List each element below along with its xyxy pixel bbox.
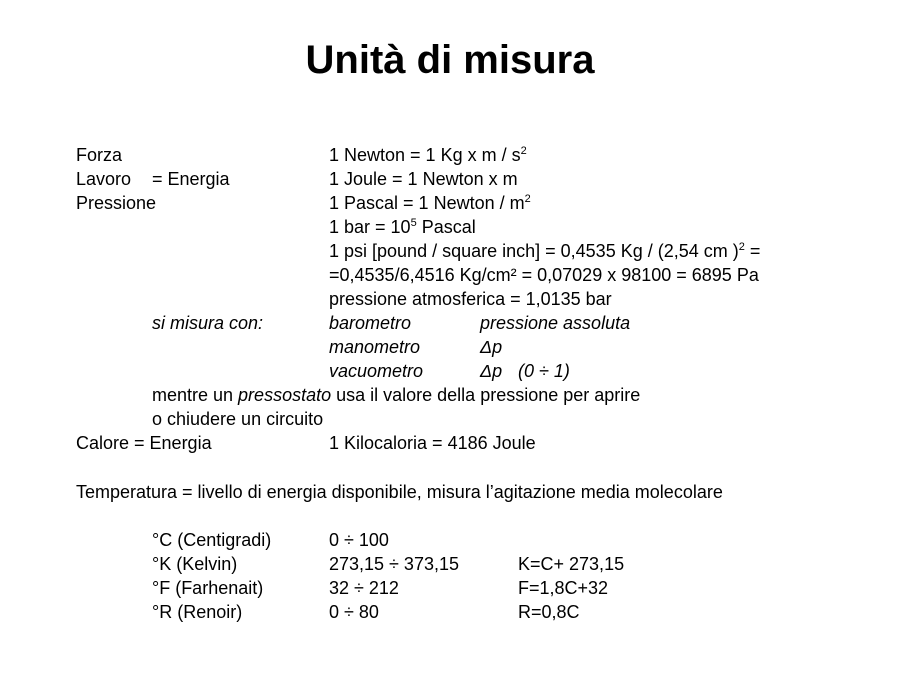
lavoro-formula: 1 Joule = 1 Newton x m: [329, 169, 518, 189]
pressostato-text-line2: o chiudere un circuito: [152, 409, 324, 429]
instrument-desc: Δp: [480, 337, 503, 357]
scale-name: °C (Centigradi): [152, 530, 272, 550]
bar-formula: 1 bar = $10^5$ Pascal: [329, 217, 476, 237]
scale-name: °F (Farhenait): [152, 578, 264, 598]
pascal-formula: 1 Pascal = 1 Newton / $m^2$: [329, 193, 531, 213]
calore-label: Calore = Energia: [76, 433, 212, 453]
scale-range: 0 ÷ 100: [329, 530, 389, 550]
scale-range: 32 ÷ 212: [329, 578, 399, 598]
calore-formula: 1 Kilocaloria = 4186 Joule: [329, 433, 536, 453]
instrument-range: (0 ÷ 1): [518, 361, 570, 381]
instrument-desc: Δp: [480, 361, 503, 381]
psi-formula-line2: =0,4535/6,4516 Kg/cm² = 0,07029 x 98100 = 6895 Pa: [329, 265, 759, 285]
scale-name: °R (Renoir): [152, 602, 243, 622]
instrument-name: vacuometro: [329, 361, 424, 381]
psi-formula: 1 psi [pound / square inch] = 0,4535 Kg / (2,54 cm )$^2$ =: [329, 241, 761, 261]
page-title: Unità di misura: [305, 38, 595, 82]
lavoro-equiv: = Energia: [152, 169, 230, 189]
forza-label: Forza: [76, 145, 123, 165]
scale-conversion: R=0,8C: [518, 602, 580, 622]
pressione-label: Pressione: [76, 193, 157, 213]
scale-range: 273,15 ÷ 373,15: [329, 554, 459, 574]
scale-conversion: F=1,8C+32: [518, 578, 609, 598]
scale-range: 0 ÷ 80: [329, 602, 379, 622]
instrument-desc: pressione assoluta: [480, 313, 631, 333]
pressostato-text: mentre un pressostato usa il valore della pressione per aprire: [152, 385, 641, 405]
scale-conversion: K=C+ 273,15: [518, 554, 625, 574]
scale-name: °K (Kelvin): [152, 554, 238, 574]
temperatura-definition: Temperatura = livello di energia disponibile, misura l’agitazione media molecolare: [76, 482, 723, 502]
forza-formula: 1 Newton = 1 Kg x m / $s^2$: [329, 145, 527, 165]
si-misura-label: si misura con:: [152, 313, 264, 333]
lavoro-label: Lavoro: [76, 169, 132, 189]
instrument-name: barometro: [329, 313, 412, 333]
instrument-name: manometro: [329, 337, 421, 357]
atm-formula: pressione atmosferica = 1,0135 bar: [329, 289, 612, 309]
